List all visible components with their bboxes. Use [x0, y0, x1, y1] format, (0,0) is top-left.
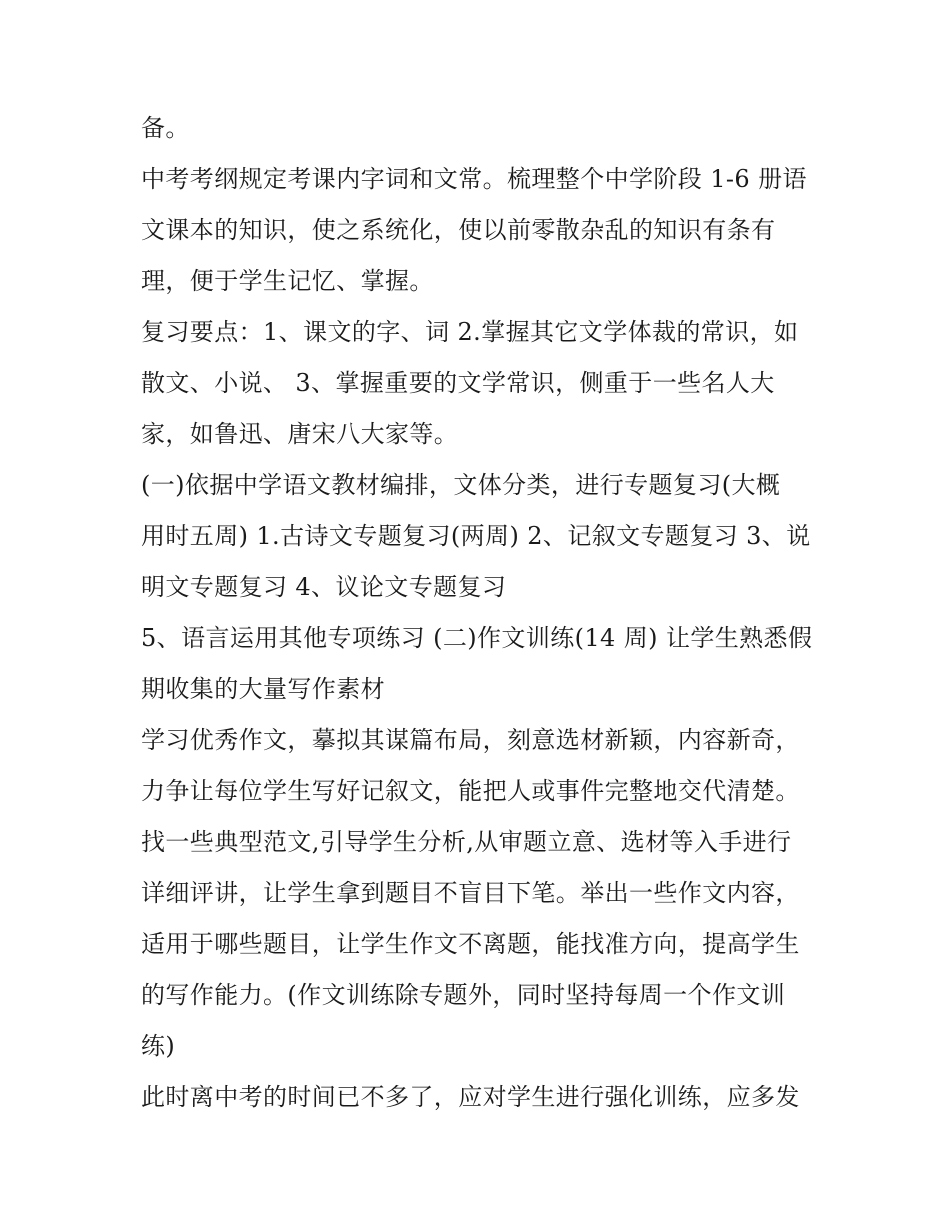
- text-line: 散文、小说、 3、掌握重要的文学常识，侧重于一些名人大: [141, 369, 775, 397]
- text-line: 力争让每位学生写好记叙文，能把人或事件完整地交代清楚。: [141, 777, 800, 805]
- text-line: 中考考纲规定考课内字词和文常。梳理整个中学阶段 1-6 册语: [141, 165, 807, 193]
- document-body: [141, 103, 821, 1123]
- text-line: 复习要点：1、课文的字、词 2.掌握其它文学体裁的常识，如: [141, 318, 799, 346]
- text-line: 理，便于学生记忆、掌握。: [141, 267, 434, 295]
- text-line: 用时五周) 1.古诗文专题复习(两周) 2、记叙文专题复习 3、说: [141, 522, 811, 550]
- text-line: 期收集的大量写作素材: [141, 675, 385, 703]
- text-line: 适用于哪些题目，让学生作文不离题，能找准方向，提高学生: [141, 930, 800, 958]
- text-line: 学习优秀作文，摹拟其谋篇布局，刻意选材新颖，内容新奇，: [141, 726, 800, 754]
- text-line: 的写作能力。(作文训练除专题外，同时坚持每周一个作文训: [141, 981, 786, 1009]
- text-line: 5、语言运用其他专项练习 (二)作文训练(14 周) 让学生熟悉假: [141, 624, 813, 652]
- text-line: 备。: [141, 114, 190, 142]
- text-line: 此时离中考的时间已不多了，应对学生进行强化训练，应多发: [141, 1083, 800, 1111]
- text-line: 明文专题复习 4、议论文专题复习: [141, 573, 507, 601]
- text-line: 找一些典型范文,引导学生分析,从审题立意、选材等入手进行: [141, 828, 792, 856]
- text-line: (一)依据中学语文教材编排，文体分类，进行专题复习(大概: [141, 471, 781, 499]
- text-line: 文课本的知识，使之系统化，使以前零散杂乱的知识有条有: [141, 216, 776, 244]
- text-line: 家，如鲁迅、唐宋八大家等。: [141, 420, 459, 448]
- text-line: 练): [141, 1032, 176, 1060]
- text-line: 详细评讲，让学生拿到题目不盲目下笔。举出一些作文内容，: [141, 879, 800, 907]
